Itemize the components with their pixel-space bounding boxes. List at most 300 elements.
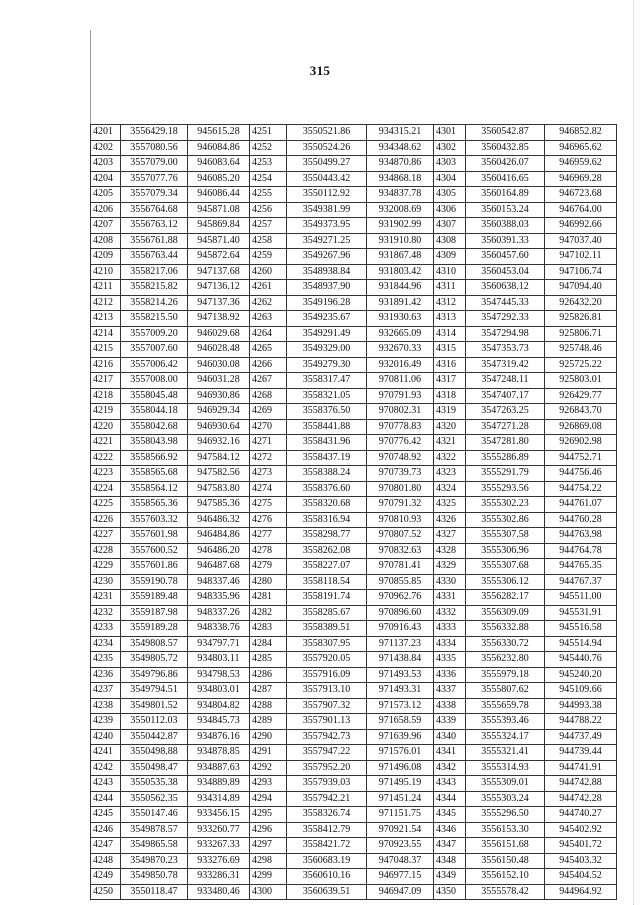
x-coordinate-cell: 3558376.60: [287, 481, 367, 497]
point-id-cell: 4348: [434, 853, 466, 869]
x-coordinate-cell: 3558437.19: [287, 450, 367, 466]
y-coordinate-cell: 934348.62: [367, 140, 434, 156]
y-coordinate-cell: 926843.70: [545, 404, 617, 420]
x-coordinate-cell: 3549381.99: [287, 202, 367, 218]
table-row: [91, 481, 617, 497]
x-coordinate-cell: 3555807.62: [466, 683, 545, 699]
point-id-cell: 4295: [250, 807, 287, 823]
table-row: [91, 574, 617, 590]
point-id-cell: 4323: [434, 466, 466, 482]
x-coordinate-cell: 3550499.27: [287, 156, 367, 172]
y-coordinate-cell: 944767.37: [545, 574, 617, 590]
y-coordinate-cell: 934804.82: [188, 698, 250, 714]
x-coordinate-cell: 3547319.42: [466, 357, 545, 373]
y-coordinate-cell: 945401.72: [545, 838, 617, 854]
x-coordinate-cell: 3557079.34: [121, 187, 188, 203]
x-coordinate-cell: 3558441.88: [287, 419, 367, 435]
point-id-cell: 4226: [91, 512, 121, 528]
x-coordinate-cell: 3558412.79: [287, 822, 367, 838]
x-coordinate-cell: 3557916.09: [287, 667, 367, 683]
x-coordinate-cell: 3550535.38: [121, 776, 188, 792]
x-coordinate-cell: 3556152.10: [466, 869, 545, 885]
y-coordinate-cell: 944761.07: [545, 497, 617, 513]
x-coordinate-cell: 3557601.86: [121, 559, 188, 575]
x-coordinate-cell: 3549850.78: [121, 869, 188, 885]
point-id-cell: 4279: [250, 559, 287, 575]
x-coordinate-cell: 3560453.04: [466, 264, 545, 280]
x-coordinate-cell: 3555306.96: [466, 543, 545, 559]
table-row: [91, 373, 617, 389]
y-coordinate-cell: 971639.96: [367, 729, 434, 745]
table-row: [91, 435, 617, 451]
x-coordinate-cell: 3556309.09: [466, 605, 545, 621]
point-id-cell: 4260: [250, 264, 287, 280]
point-id-cell: 4331: [434, 590, 466, 606]
x-coordinate-cell: 3558565.68: [121, 466, 188, 482]
table-row: [91, 853, 617, 869]
point-id-cell: 4327: [434, 528, 466, 544]
y-coordinate-cell: 931844.96: [367, 280, 434, 296]
y-coordinate-cell: 945516.58: [545, 621, 617, 637]
point-id-cell: 4306: [434, 202, 466, 218]
point-id-cell: 4215: [91, 342, 121, 358]
point-id-cell: 4214: [91, 326, 121, 342]
table-row: [91, 776, 617, 792]
y-coordinate-cell: 946932.16: [188, 435, 250, 451]
point-id-cell: 4213: [91, 311, 121, 327]
point-id-cell: 4339: [434, 714, 466, 730]
y-coordinate-cell: 933456.15: [188, 807, 250, 823]
y-coordinate-cell: 970739.73: [367, 466, 434, 482]
point-id-cell: 4349: [434, 869, 466, 885]
point-id-cell: 4227: [91, 528, 121, 544]
y-coordinate-cell: 947094.40: [545, 280, 617, 296]
y-coordinate-cell: 947137.68: [188, 264, 250, 280]
point-id-cell: 4317: [434, 373, 466, 389]
y-coordinate-cell: 934868.18: [367, 171, 434, 187]
point-id-cell: 4249: [91, 869, 121, 885]
table-row: [91, 156, 617, 172]
x-coordinate-cell: 3550521.86: [287, 125, 367, 141]
x-coordinate-cell: 3558215.50: [121, 311, 188, 327]
x-coordinate-cell: 3558566.92: [121, 450, 188, 466]
y-coordinate-cell: 926902.98: [545, 435, 617, 451]
x-coordinate-cell: 3558431.96: [287, 435, 367, 451]
point-id-cell: 4259: [250, 249, 287, 265]
point-id-cell: 4261: [250, 280, 287, 296]
x-coordinate-cell: 3558191.74: [287, 590, 367, 606]
x-coordinate-cell: 3558298.77: [287, 528, 367, 544]
y-coordinate-cell: 948337.26: [188, 605, 250, 621]
y-coordinate-cell: 947138.92: [188, 311, 250, 327]
y-coordinate-cell: 932665.09: [367, 326, 434, 342]
x-coordinate-cell: 3556330.72: [466, 636, 545, 652]
table-row: [91, 698, 617, 714]
point-id-cell: 4263: [250, 311, 287, 327]
y-coordinate-cell: 944737.49: [545, 729, 617, 745]
point-id-cell: 4273: [250, 466, 287, 482]
point-id-cell: 4262: [250, 295, 287, 311]
point-id-cell: 4285: [250, 652, 287, 668]
point-id-cell: 4313: [434, 311, 466, 327]
y-coordinate-cell: 946486.32: [188, 512, 250, 528]
point-id-cell: 4269: [250, 404, 287, 420]
y-coordinate-cell: 946723.68: [545, 187, 617, 203]
x-coordinate-cell: 3557007.60: [121, 342, 188, 358]
table-row: [91, 838, 617, 854]
y-coordinate-cell: 946992.66: [545, 218, 617, 234]
point-id-cell: 4266: [250, 357, 287, 373]
y-coordinate-cell: 926432.20: [545, 295, 617, 311]
x-coordinate-cell: 3555286.89: [466, 450, 545, 466]
point-id-cell: 4282: [250, 605, 287, 621]
y-coordinate-cell: 947048.37: [367, 853, 434, 869]
table-row: [91, 884, 617, 900]
point-id-cell: 4294: [250, 791, 287, 807]
point-id-cell: 4251: [250, 125, 287, 141]
point-id-cell: 4286: [250, 667, 287, 683]
point-id-cell: 4258: [250, 233, 287, 249]
point-id-cell: 4289: [250, 714, 287, 730]
point-id-cell: 4236: [91, 667, 121, 683]
point-id-cell: 4281: [250, 590, 287, 606]
point-id-cell: 4202: [91, 140, 121, 156]
y-coordinate-cell: 946959.62: [545, 156, 617, 172]
point-id-cell: 4221: [91, 435, 121, 451]
x-coordinate-cell: 3558214.26: [121, 295, 188, 311]
x-coordinate-cell: 3557006.42: [121, 357, 188, 373]
x-coordinate-cell: 3550112.92: [287, 187, 367, 203]
y-coordinate-cell: 970921.54: [367, 822, 434, 838]
x-coordinate-cell: 3547445.33: [466, 295, 545, 311]
x-coordinate-cell: 3558044.18: [121, 404, 188, 420]
y-coordinate-cell: 970962.76: [367, 590, 434, 606]
x-coordinate-cell: 3555659.78: [466, 698, 545, 714]
y-coordinate-cell: 946965.62: [545, 140, 617, 156]
table-row: [91, 388, 617, 404]
x-coordinate-cell: 3549808.57: [121, 636, 188, 652]
point-id-cell: 4267: [250, 373, 287, 389]
x-coordinate-cell: 3558316.94: [287, 512, 367, 528]
point-id-cell: 4302: [434, 140, 466, 156]
y-coordinate-cell: 944993.38: [545, 698, 617, 714]
table-row: [91, 171, 617, 187]
x-coordinate-cell: 3558564.12: [121, 481, 188, 497]
x-coordinate-cell: 3555321.41: [466, 745, 545, 761]
x-coordinate-cell: 3549329.00: [287, 342, 367, 358]
point-id-cell: 4315: [434, 342, 466, 358]
table-row: [91, 745, 617, 761]
y-coordinate-cell: 934315.21: [367, 125, 434, 141]
y-coordinate-cell: 946084.86: [188, 140, 250, 156]
point-id-cell: 4321: [434, 435, 466, 451]
point-id-cell: 4222: [91, 450, 121, 466]
y-coordinate-cell: 934876.16: [188, 729, 250, 745]
x-coordinate-cell: 3560638.12: [466, 280, 545, 296]
x-coordinate-cell: 3555303.24: [466, 791, 545, 807]
x-coordinate-cell: 3558307.95: [287, 636, 367, 652]
point-id-cell: 4297: [250, 838, 287, 854]
table-row: [91, 605, 617, 621]
point-id-cell: 4284: [250, 636, 287, 652]
y-coordinate-cell: 944741.91: [545, 760, 617, 776]
point-id-cell: 4335: [434, 652, 466, 668]
y-coordinate-cell: 934837.78: [367, 187, 434, 203]
x-coordinate-cell: 3559187.98: [121, 605, 188, 621]
point-id-cell: 4309: [434, 249, 466, 265]
x-coordinate-cell: 3549235.67: [287, 311, 367, 327]
y-coordinate-cell: 933260.77: [188, 822, 250, 838]
y-coordinate-cell: 945514.94: [545, 636, 617, 652]
y-coordinate-cell: 970778.83: [367, 419, 434, 435]
point-id-cell: 4254: [250, 171, 287, 187]
point-id-cell: 4287: [250, 683, 287, 699]
point-id-cell: 4346: [434, 822, 466, 838]
x-coordinate-cell: 3550498.88: [121, 745, 188, 761]
point-id-cell: 4250: [91, 884, 121, 900]
x-coordinate-cell: 3549870.23: [121, 853, 188, 869]
x-coordinate-cell: 3558326.74: [287, 807, 367, 823]
point-id-cell: 4274: [250, 481, 287, 497]
x-coordinate-cell: 3549373.95: [287, 218, 367, 234]
point-id-cell: 4330: [434, 574, 466, 590]
point-id-cell: 4322: [434, 450, 466, 466]
x-coordinate-cell: 3559189.28: [121, 621, 188, 637]
point-id-cell: 4220: [91, 419, 121, 435]
table-row: [91, 652, 617, 668]
point-id-cell: 4257: [250, 218, 287, 234]
page-edge: [633, 0, 634, 905]
y-coordinate-cell: 946930.86: [188, 388, 250, 404]
y-coordinate-cell: 971496.08: [367, 760, 434, 776]
table-row: [91, 512, 617, 528]
point-id-cell: 4304: [434, 171, 466, 187]
point-id-cell: 4255: [250, 187, 287, 203]
point-id-cell: 4345: [434, 807, 466, 823]
y-coordinate-cell: 926429.77: [545, 388, 617, 404]
y-coordinate-cell: 946484.86: [188, 528, 250, 544]
x-coordinate-cell: 3557942.73: [287, 729, 367, 745]
y-coordinate-cell: 971438.84: [367, 652, 434, 668]
x-coordinate-cell: 3557901.13: [287, 714, 367, 730]
x-coordinate-cell: 3549805.72: [121, 652, 188, 668]
x-coordinate-cell: 3549801.52: [121, 698, 188, 714]
x-coordinate-cell: 3555307.68: [466, 559, 545, 575]
y-coordinate-cell: 946031.28: [188, 373, 250, 389]
point-id-cell: 4333: [434, 621, 466, 637]
point-id-cell: 4205: [91, 187, 121, 203]
x-coordinate-cell: 3560391.33: [466, 233, 545, 249]
table-row: [91, 543, 617, 559]
x-coordinate-cell: 3557907.32: [287, 698, 367, 714]
point-id-cell: 4277: [250, 528, 287, 544]
point-id-cell: 4291: [250, 745, 287, 761]
y-coordinate-cell: 970855.85: [367, 574, 434, 590]
x-coordinate-cell: 3555979.18: [466, 667, 545, 683]
x-coordinate-cell: 3557080.56: [121, 140, 188, 156]
point-id-cell: 4208: [91, 233, 121, 249]
y-coordinate-cell: 971151.75: [367, 807, 434, 823]
table-row: [91, 450, 617, 466]
y-coordinate-cell: 945869.84: [188, 218, 250, 234]
x-coordinate-cell: 3558118.54: [287, 574, 367, 590]
point-id-cell: 4278: [250, 543, 287, 559]
y-coordinate-cell: 946764.00: [545, 202, 617, 218]
y-coordinate-cell: 933480.46: [188, 884, 250, 900]
table-row: [91, 466, 617, 482]
x-coordinate-cell: 3556150.48: [466, 853, 545, 869]
x-coordinate-cell: 3549291.49: [287, 326, 367, 342]
point-id-cell: 4246: [91, 822, 121, 838]
point-id-cell: 4204: [91, 171, 121, 187]
table-row: [91, 249, 617, 265]
point-id-cell: 4303: [434, 156, 466, 172]
x-coordinate-cell: 3558227.07: [287, 559, 367, 575]
y-coordinate-cell: 934845.73: [188, 714, 250, 730]
y-coordinate-cell: 970832.63: [367, 543, 434, 559]
y-coordinate-cell: 970802.31: [367, 404, 434, 420]
point-id-cell: 4225: [91, 497, 121, 513]
y-coordinate-cell: 970791.32: [367, 497, 434, 513]
y-coordinate-cell: 931803.42: [367, 264, 434, 280]
point-id-cell: 4237: [91, 683, 121, 699]
x-coordinate-cell: 3547353.73: [466, 342, 545, 358]
y-coordinate-cell: 932016.49: [367, 357, 434, 373]
y-coordinate-cell: 948338.76: [188, 621, 250, 637]
x-coordinate-cell: 3556763.12: [121, 218, 188, 234]
table-row: [91, 295, 617, 311]
table-row: [91, 218, 617, 234]
table-row: [91, 683, 617, 699]
point-id-cell: 4301: [434, 125, 466, 141]
table-row: [91, 714, 617, 730]
x-coordinate-cell: 3558215.82: [121, 280, 188, 296]
x-coordinate-cell: 3558285.67: [287, 605, 367, 621]
point-id-cell: 4337: [434, 683, 466, 699]
x-coordinate-cell: 3550112.03: [121, 714, 188, 730]
y-coordinate-cell: 944740.27: [545, 807, 617, 823]
table-row: [91, 729, 617, 745]
y-coordinate-cell: 944765.35: [545, 559, 617, 575]
point-id-cell: 4272: [250, 450, 287, 466]
point-id-cell: 4308: [434, 233, 466, 249]
x-coordinate-cell: 3557079.00: [121, 156, 188, 172]
point-id-cell: 4325: [434, 497, 466, 513]
x-coordinate-cell: 3557600.52: [121, 543, 188, 559]
y-coordinate-cell: 934803.01: [188, 683, 250, 699]
x-coordinate-cell: 3558376.50: [287, 404, 367, 420]
y-coordinate-cell: 934870.86: [367, 156, 434, 172]
point-id-cell: 4340: [434, 729, 466, 745]
y-coordinate-cell: 946947.09: [367, 884, 434, 900]
y-coordinate-cell: 944760.28: [545, 512, 617, 528]
table-row: [91, 636, 617, 652]
point-id-cell: 4347: [434, 838, 466, 854]
y-coordinate-cell: 948335.96: [188, 590, 250, 606]
y-coordinate-cell: 971451.24: [367, 791, 434, 807]
table-row: [91, 311, 617, 327]
y-coordinate-cell: 945403.32: [545, 853, 617, 869]
point-id-cell: 4290: [250, 729, 287, 745]
x-coordinate-cell: 3560457.60: [466, 249, 545, 265]
table-row: [91, 760, 617, 776]
point-id-cell: 4216: [91, 357, 121, 373]
y-coordinate-cell: 970923.55: [367, 838, 434, 854]
y-coordinate-cell: 933286.31: [188, 869, 250, 885]
point-id-cell: 4300: [250, 884, 287, 900]
point-id-cell: 4350: [434, 884, 466, 900]
y-coordinate-cell: 946969.28: [545, 171, 617, 187]
point-id-cell: 4209: [91, 249, 121, 265]
y-coordinate-cell: 944752.71: [545, 450, 617, 466]
y-coordinate-cell: 944788.22: [545, 714, 617, 730]
y-coordinate-cell: 944964.92: [545, 884, 617, 900]
y-coordinate-cell: 934878.85: [188, 745, 250, 761]
x-coordinate-cell: 3555302.23: [466, 497, 545, 513]
x-coordinate-cell: 3549267.96: [287, 249, 367, 265]
point-id-cell: 4265: [250, 342, 287, 358]
x-coordinate-cell: 3547263.25: [466, 404, 545, 420]
table-row: [91, 140, 617, 156]
point-id-cell: 4343: [434, 776, 466, 792]
y-coordinate-cell: 944754.22: [545, 481, 617, 497]
y-coordinate-cell: 946085.20: [188, 171, 250, 187]
y-coordinate-cell: 946486.20: [188, 543, 250, 559]
point-id-cell: 4319: [434, 404, 466, 420]
x-coordinate-cell: 3558565.36: [121, 497, 188, 513]
y-coordinate-cell: 947582.56: [188, 466, 250, 482]
y-coordinate-cell: 945440.76: [545, 652, 617, 668]
point-id-cell: 4336: [434, 667, 466, 683]
x-coordinate-cell: 3557939.03: [287, 776, 367, 792]
point-id-cell: 4324: [434, 481, 466, 497]
x-coordinate-cell: 3549196.28: [287, 295, 367, 311]
point-id-cell: 4243: [91, 776, 121, 792]
point-id-cell: 4248: [91, 853, 121, 869]
y-coordinate-cell: 970810.93: [367, 512, 434, 528]
x-coordinate-cell: 3560388.03: [466, 218, 545, 234]
y-coordinate-cell: 925806.71: [545, 326, 617, 342]
y-coordinate-cell: 945615.28: [188, 125, 250, 141]
y-coordinate-cell: 946929.34: [188, 404, 250, 420]
x-coordinate-cell: 3557952.20: [287, 760, 367, 776]
page-number: 315: [309, 63, 331, 78]
y-coordinate-cell: 945109.66: [545, 683, 617, 699]
y-coordinate-cell: 947584.12: [188, 450, 250, 466]
y-coordinate-cell: 971493.53: [367, 667, 434, 683]
x-coordinate-cell: 3556761.88: [121, 233, 188, 249]
table-row: [91, 807, 617, 823]
y-coordinate-cell: 934887.63: [188, 760, 250, 776]
point-id-cell: 4207: [91, 218, 121, 234]
y-coordinate-cell: 945871.40: [188, 233, 250, 249]
table-row: [91, 497, 617, 513]
x-coordinate-cell: 3555293.56: [466, 481, 545, 497]
y-coordinate-cell: 926869.08: [545, 419, 617, 435]
point-id-cell: 4293: [250, 776, 287, 792]
y-coordinate-cell: 931910.80: [367, 233, 434, 249]
coordinate-table-body: [91, 125, 617, 900]
x-coordinate-cell: 3550147.46: [121, 807, 188, 823]
y-coordinate-cell: 944742.88: [545, 776, 617, 792]
x-coordinate-cell: 3560542.87: [466, 125, 545, 141]
point-id-cell: 4305: [434, 187, 466, 203]
y-coordinate-cell: 944764.78: [545, 543, 617, 559]
x-coordinate-cell: 3560610.16: [287, 869, 367, 885]
point-id-cell: 4245: [91, 807, 121, 823]
table-row: [91, 822, 617, 838]
table-row: [91, 667, 617, 683]
